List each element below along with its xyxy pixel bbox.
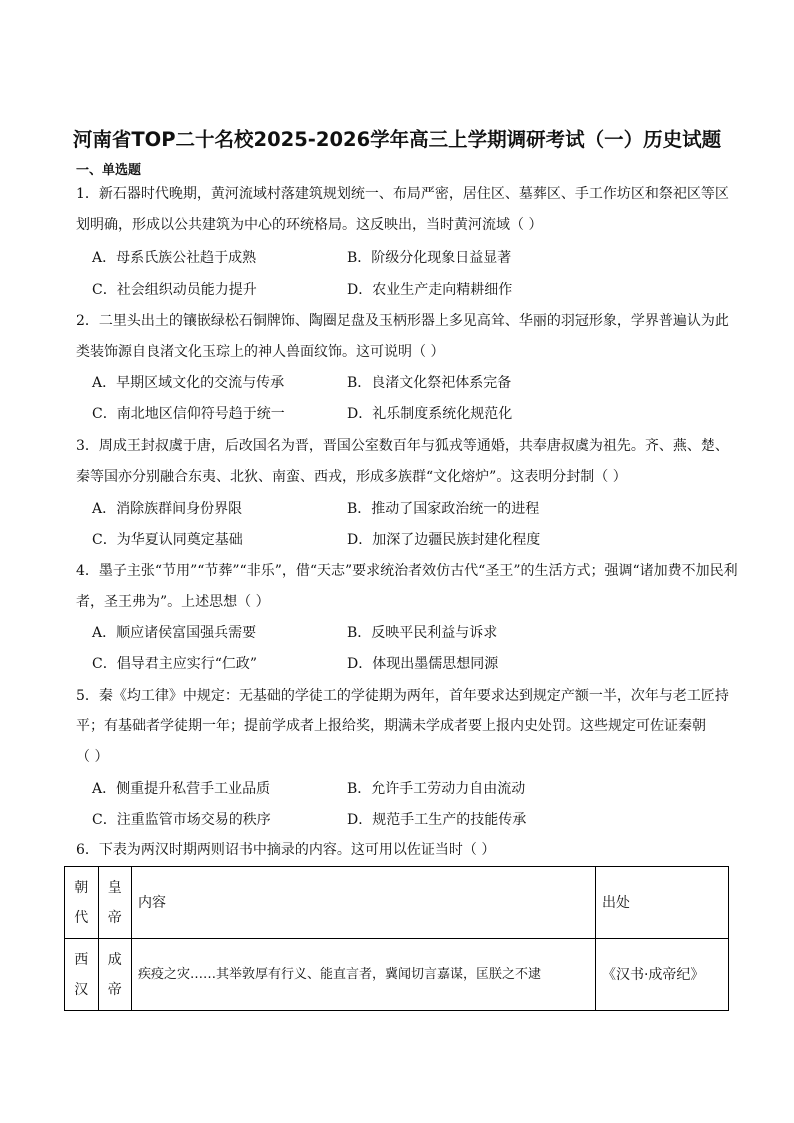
question-4-option-d: D．体现出墨儒思想同源 — [347, 656, 499, 672]
source-table — [64, 866, 729, 1011]
table-header-cell: 内容 — [132, 867, 596, 939]
question-4-option-a: A．顺应诸侯富国强兵需要 — [92, 625, 257, 641]
question-2-option-c: C．南北地区信仰符号趋于统一 — [92, 406, 285, 422]
question-5-option-d: D．规范手工生产的技能传承 — [347, 812, 527, 828]
question-4-option-b: B．反映平民利益与诉求 — [347, 625, 498, 641]
question-5-option-c: C．注重监管市场交易的秩序 — [92, 812, 271, 828]
question-2-option-b: B．良渚文化祭祀体系完备 — [347, 375, 512, 391]
question-4-option-c: C．倡导君主应实行“仁政” — [92, 656, 258, 672]
question-2-line-1: 2．二里头出土的镶嵌绿松石铜牌饰、陶圈足盘及玉柄形器上多见高耸、华丽的羽冠形象，学界普遍认为此 — [76, 313, 729, 329]
table-cell: 成帝 — [98, 939, 132, 1011]
exam-title: 河南省TOP二十名校2025-2026学年高三上学期调研考试（一）历史试题 — [72, 128, 722, 151]
section-heading: 一、单选题 — [76, 163, 142, 178]
question-2-option-d: D．礼乐制度系统化规范化 — [347, 406, 513, 422]
question-3-line-2: 秦等国亦分别融合东夷、北狄、南蛮、西戎，形成多族群“文化熔炉”。这表明分封制（ ） — [76, 469, 627, 485]
table-row — [65, 939, 729, 1011]
question-5-line-2: 平；有基础者学徒期一年；提前学成者上报给奖，期满未学成者要上报内史处罚。这些规定可佐证秦朝 — [76, 718, 706, 734]
table-header-cell: 朝代 — [65, 867, 99, 939]
question-1-option-c: C．社会组织动员能力提升 — [92, 282, 257, 298]
table-header-row — [65, 867, 729, 939]
question-5-line-3: （ ） — [76, 749, 109, 765]
question-5-option-b: B．允许手工劳动力自由流动 — [347, 781, 526, 797]
question-3-line-1: 3．周成王封叔虞于唐，后改国名为晋，晋国公室数百年与狐戎等通婚，共奉唐叔虞为祖先。齐、燕、楚、 — [76, 438, 729, 454]
question-6-line-1: 6．下表为两汉时期两则诏书中摘录的内容。这可用以佐证当时（ ） — [76, 842, 496, 858]
question-1-line-1: 1．新石器时代晚期，黄河流域村落建筑规划统一、布局严密，居住区、墓葬区、手工作坊区和祭祀区等区 — [76, 186, 729, 202]
table-header-cell: 皇帝 — [98, 867, 132, 939]
question-4-line-1: 4．墨子主张“节用”“节葬”“非乐”，借“天志”要求统治者效仿古代“圣王”的生活方式；强调“诸加费不加民利 — [76, 563, 738, 579]
question-3-option-c: C．为华夏认同奠定基础 — [92, 532, 243, 548]
question-4-line-2: 者，圣王弗为”。上述思想（ ） — [76, 594, 270, 610]
table-cell: 疾疫之灾……其举敦厚有行义、能直言者，冀闻切言嘉谋，匡朕之不逮 — [132, 939, 596, 1011]
question-3-option-b: B．推动了国家政治统一的进程 — [347, 501, 540, 517]
question-1-line-2: 划明确，形成以公共建筑为中心的环统格局。这反映出，当时黄河流域（ ） — [76, 217, 543, 233]
question-5-option-a: A．侧重提升私营手工业品质 — [92, 781, 271, 797]
table-header-cell: 出处 — [595, 867, 728, 939]
table-cell: 西汉 — [65, 939, 99, 1011]
question-2-line-2: 类装饰源自良渚文化玉琮上的神人兽面纹饰。这可说明（ ） — [76, 344, 445, 360]
question-2-option-a: A．早期区域文化的交流与传承 — [92, 375, 285, 391]
question-3-option-a: A．消除族群间身份界限 — [92, 501, 243, 517]
table-cell: 《汉书·成帝纪》 — [595, 939, 728, 1011]
question-1-option-b: B．阶级分化现象日益显著 — [347, 250, 512, 266]
question-5-line-1: 5．秦《均工律》中规定：无基础的学徒工的学徒期为两年，首年要求达到规定产额一半，次年与老工匠持 — [76, 688, 729, 704]
question-1-option-d: D．农业生产走向精耕细作 — [347, 282, 513, 298]
question-3-option-d: D．加深了边疆民族封建化程度 — [347, 532, 541, 548]
question-1-option-a: A．母系氏族公社趋于成熟 — [92, 250, 257, 266]
